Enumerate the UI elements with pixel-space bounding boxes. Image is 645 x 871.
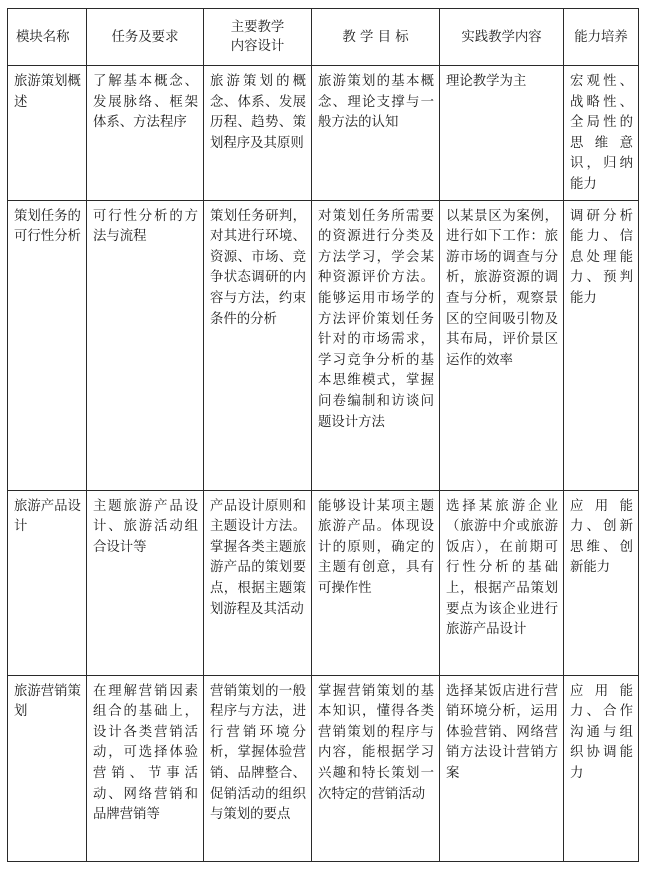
- table-row: [8, 200, 639, 490]
- table-row: [8, 66, 639, 201]
- cell-goal: 掌握营销策划的基本知识，懂得各类营销策划的程序与内容，能根据学习兴趣和特长策划一次特定的营销活动: [312, 675, 440, 861]
- header-module-name: 模块名称: [8, 9, 87, 66]
- table-header: [8, 9, 639, 66]
- cell-goal: 对策划任务所需要的资源进行分类及方法学习，学会某种资源评价方法。能够运用市场学的方法评价策划任务针对的市场需求，学习竞争分析的基本思维模式，掌握问卷编制和访谈问题设计方法: [312, 200, 440, 490]
- cell-module: 策划任务的可行性分析: [8, 200, 87, 490]
- cell-task: 主题旅游产品设计、旅游活动组合设计等: [87, 490, 204, 675]
- cell-task: 了解基本概念、发展脉络、框架体系、方法程序: [87, 66, 204, 201]
- table-row: [8, 675, 639, 861]
- cell-ability: 调研分析能力、信息处理能力、预判能力: [564, 200, 639, 490]
- cell-practice: 选择某饭店进行营销环境分析，运用体验营销、网络营销方法设计营销方案: [440, 675, 564, 861]
- cell-goal: 旅游策划的基本概念、理论支撑与一般方法的认知: [312, 66, 440, 201]
- cell-ability: 应用能力、创新思维、创新能力: [564, 490, 639, 675]
- header-teaching-content: [204, 9, 312, 66]
- cell-practice: 理论教学为主: [440, 66, 564, 201]
- header-teaching-content-text: 主要教学 内容设计: [230, 20, 285, 54]
- cell-content: 营销策划的一般程序与方法，进行营销环境分析，掌握体验营销、品牌整合、促销活动的组织与策划的要点: [204, 675, 312, 861]
- header-task-requirements: 任务及要求: [87, 9, 204, 66]
- cell-module: 旅游策划概述: [8, 66, 87, 201]
- header-ability-training: 能力培养: [564, 9, 639, 66]
- cell-goal: 能够设计某项主题旅游产品。体现设计的原则，确定的主题有创意，具有可操作性: [312, 490, 440, 675]
- cell-task: 可行性分析的方法与流程: [87, 200, 204, 490]
- cell-content: 旅游策划的概念、体系、发展历程、趋势、策划程序及其原则: [204, 66, 312, 201]
- header-practice-content: 实践教学内容: [440, 9, 564, 66]
- cell-content: 产品设计原则和主题设计方法。掌握各类主题旅游产品的策划要点，根据主题策划游程及其活动: [204, 490, 312, 675]
- table-row: [8, 490, 639, 675]
- cell-ability: 宏观性、战略性、全局性的思维意识，归纳能力: [564, 66, 639, 201]
- table-body: [8, 66, 639, 862]
- cell-practice: 以某景区为案例，进行如下工作：旅游市场的调查与分析，旅游资源的调查与分析，观察景区的空间吸引物及其布局，评价景区运作的效率: [440, 200, 564, 490]
- course-module-table: [7, 8, 639, 862]
- cell-content: 策划任务研判，对其进行环境、资源、市场、竞争状态调研的内容与方法，约束条件的分析: [204, 200, 312, 490]
- cell-practice: 选择某旅游企业（旅游中介或旅游饭店），在前期可行性分析的基础上，根据产品策划要点为该企业进行旅游产品设计: [440, 490, 564, 675]
- cell-module: 旅游产品设计: [8, 490, 87, 675]
- cell-ability: 应用能力、合作沟通与组织协调能力: [564, 675, 639, 861]
- header-teaching-goal: 教 学 目 标: [312, 9, 440, 66]
- cell-task: 在理解营销因素组合的基础上，设计各类营销活动，可选择体验营销、节事活动、网络营销和品牌营销等: [87, 675, 204, 861]
- header-row: [8, 9, 639, 66]
- cell-module: 旅游营销策划: [8, 675, 87, 861]
